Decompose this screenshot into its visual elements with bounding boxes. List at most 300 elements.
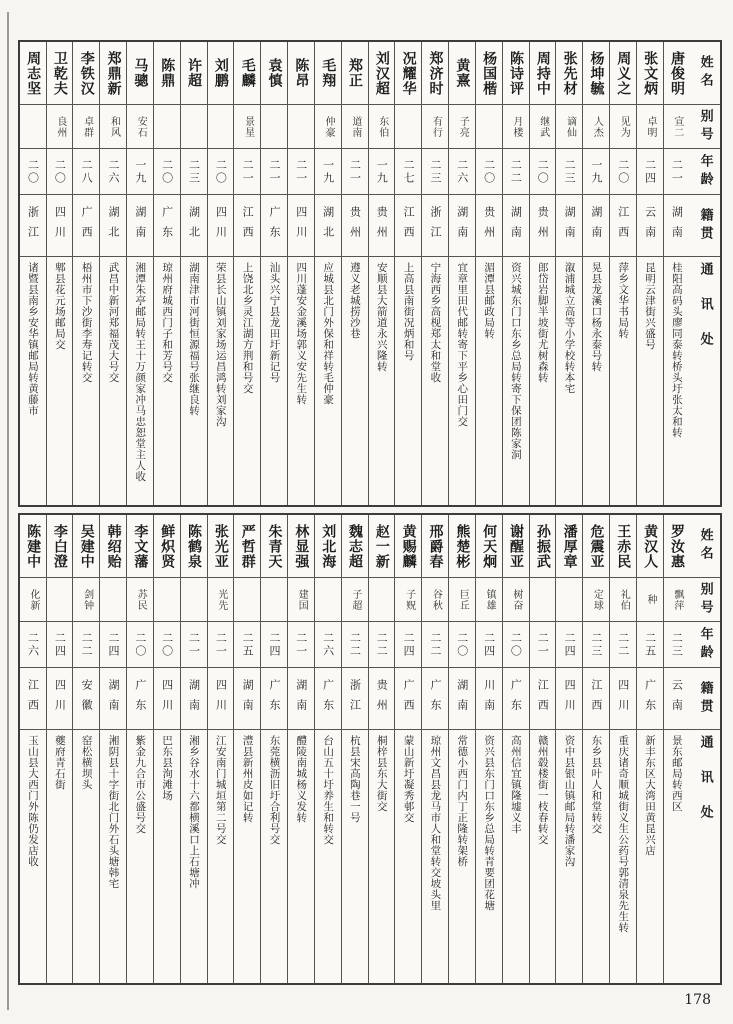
- entry-address: 溆浦城立高等小学校转本宅: [563, 262, 576, 394]
- entry-name: 陈鹤泉: [186, 523, 203, 569]
- entry-name: 刘北海: [320, 523, 337, 569]
- entry-address: 遵义老城捞沙巷: [348, 262, 361, 339]
- entry-alias-cell: [261, 577, 287, 621]
- entry-address: 上高县南街况炳和号: [402, 262, 415, 361]
- entry-alias: 仲豪: [323, 115, 335, 138]
- entry-native-cell: [530, 194, 556, 256]
- entry-native: 贵州: [348, 205, 362, 246]
- entry-age: 二二: [80, 631, 94, 658]
- directory-column: [475, 515, 502, 983]
- entry-name-cell: [422, 42, 448, 104]
- entry-name-cell: [449, 515, 475, 577]
- entry-age: 二四: [563, 631, 577, 658]
- entry-name-cell: [449, 42, 475, 104]
- entry-native: 湖南: [107, 678, 120, 719]
- entry-alias: 苏民: [135, 588, 147, 611]
- directory-column: [314, 42, 341, 505]
- entry-alias: 谪仙: [564, 115, 576, 138]
- entry-name-cell: [234, 515, 260, 577]
- entry-name-cell: [556, 42, 582, 104]
- header-alias-label: 别号: [690, 577, 720, 621]
- entry-address-cell: [315, 729, 341, 983]
- entry-native: 贵州: [375, 678, 389, 719]
- entry-address: 晃县龙溪口杨永泰号转: [590, 262, 603, 372]
- entry-age: 二四: [107, 631, 120, 658]
- entry-age: 二〇: [53, 158, 67, 185]
- entry-address-cell: [288, 256, 314, 505]
- entry-age-cell: [556, 148, 582, 194]
- entry-age: 一九: [321, 158, 335, 185]
- directory-column: [609, 515, 636, 983]
- entry-age-cell: [288, 148, 314, 194]
- entry-name: 罗汝惠: [668, 523, 685, 569]
- entry-name: 何天炯: [481, 523, 498, 569]
- entry-native: 湖北: [107, 205, 120, 246]
- entry-native-cell: [449, 194, 475, 256]
- entry-alias: 建国: [296, 588, 308, 611]
- entry-native: 湖南: [187, 678, 201, 719]
- entry-age-cell: [315, 621, 341, 667]
- entry-name: 毛麟: [239, 58, 256, 88]
- entry-alias: 道南: [349, 115, 361, 138]
- entry-alias-cell: [47, 104, 73, 148]
- entry-alias: 镇雄: [484, 588, 496, 611]
- entry-native: 云南: [670, 678, 684, 719]
- entry-native-cell: [73, 194, 99, 256]
- entry-address-cell: [610, 256, 636, 505]
- directory-column: [207, 515, 234, 983]
- header-alias-label: 别号: [690, 104, 720, 148]
- entry-name-cell: [288, 515, 314, 577]
- entry-name: 黄赐麟: [400, 523, 417, 569]
- entry-name-cell: [315, 42, 341, 104]
- entry-age-cell: [503, 621, 529, 667]
- entry-address: 梧州市下沙街李寿记转交: [80, 262, 93, 383]
- entry-alias: 有行: [430, 115, 442, 138]
- entry-name: 鲜炽贤: [159, 523, 176, 569]
- entry-alias-cell: [449, 577, 475, 621]
- directory-column: [260, 515, 287, 983]
- entry-alias: 谷秋: [430, 588, 442, 611]
- entry-native-cell: [261, 194, 287, 256]
- entry-native-cell: [395, 194, 421, 256]
- entry-address: 高州信宜镇隆墟义丰: [509, 735, 522, 834]
- entry-alias: 卓群: [81, 115, 93, 138]
- entry-native-cell: [342, 194, 368, 256]
- entry-age: 一九: [589, 158, 603, 185]
- entry-address: 琼州文昌县龙马市人和堂转交坡头里: [429, 735, 442, 911]
- entry-alias-cell: [449, 104, 475, 148]
- entry-native: 湖南: [563, 205, 577, 246]
- entry-native: 江西: [26, 678, 40, 719]
- directory-table-top: [18, 40, 722, 507]
- entry-age-cell: [342, 148, 368, 194]
- entry-address-cell: [20, 256, 46, 505]
- entry-name-cell: [610, 515, 636, 577]
- entry-name: 陈建中: [25, 523, 42, 569]
- entry-age-cell: [583, 148, 609, 194]
- directory-column: [636, 515, 663, 983]
- entry-age-cell: [100, 148, 126, 194]
- entry-age-cell: [637, 148, 663, 194]
- entry-native-cell: [127, 194, 153, 256]
- header-column: [690, 42, 720, 505]
- entry-age-cell: [530, 148, 556, 194]
- entry-native: 广东: [160, 205, 174, 246]
- directory-column: [394, 42, 421, 505]
- directory-column: [368, 42, 395, 505]
- entry-age-cell: [208, 148, 234, 194]
- entry-name-cell: [369, 515, 395, 577]
- entry-alias-cell: [530, 104, 556, 148]
- entry-alias-cell: [664, 577, 690, 621]
- entry-name-cell: [181, 42, 207, 104]
- entry-native-cell: [503, 667, 529, 729]
- entry-address-cell: [556, 729, 582, 983]
- entry-native: 湖南: [670, 205, 684, 246]
- entry-address: 萍乡文华书局转: [617, 262, 630, 339]
- entry-native-cell: [476, 194, 502, 256]
- entry-native: 江西: [536, 678, 550, 719]
- entry-alias-cell: [637, 577, 663, 621]
- directory-column: [529, 515, 556, 983]
- entry-native: 湖南: [133, 205, 147, 246]
- header-address-label: 通讯处: [690, 729, 720, 983]
- entry-native: 湖南: [294, 678, 308, 719]
- entry-alias: 树奋: [510, 588, 522, 611]
- entry-age-cell: [234, 148, 260, 194]
- directory-column: [99, 42, 126, 505]
- entry-name: 况耀华: [400, 50, 417, 96]
- entry-name: 周持中: [534, 50, 551, 96]
- entry-age-cell: [288, 621, 314, 667]
- entry-address-cell: [154, 729, 180, 983]
- entry-alias-cell: [127, 104, 153, 148]
- entry-address: 夔府青石街: [53, 735, 66, 790]
- entry-age-cell: [261, 148, 287, 194]
- entry-name: 赵一新: [373, 523, 390, 569]
- entry-age-cell: [449, 621, 475, 667]
- entry-alias: 礼伯: [618, 588, 630, 611]
- entry-address-cell: [234, 729, 260, 983]
- entry-address: 蒙山新圩凝秀邨交: [402, 735, 415, 823]
- entry-address: 资兴城东门口东乡总局转寄下保团陈家洞: [509, 262, 522, 460]
- entry-name-cell: [556, 515, 582, 577]
- entry-name: 孙振武: [534, 523, 551, 569]
- entry-native: 湖北: [187, 205, 201, 246]
- entry-native-cell: [127, 667, 153, 729]
- entry-address: 窑松横坝头: [80, 735, 93, 790]
- entry-name-cell: [530, 515, 556, 577]
- entry-alias-cell: [100, 577, 126, 621]
- entry-address-cell: [637, 256, 663, 505]
- entry-name: 陈诗评: [507, 50, 524, 96]
- entry-age-cell: [503, 148, 529, 194]
- entry-age: 二一: [241, 158, 255, 185]
- entry-native: 贵州: [375, 205, 389, 246]
- entry-name-cell: [422, 515, 448, 577]
- entry-address-cell: [476, 256, 502, 505]
- entry-alias-cell: [315, 577, 341, 621]
- entry-address: 醴陵南城杨义发转: [295, 735, 308, 823]
- entry-age-cell: [530, 621, 556, 667]
- entry-address-cell: [503, 729, 529, 983]
- entry-age: 二一: [670, 158, 684, 185]
- entry-age: 二三: [563, 158, 577, 185]
- entry-address-cell: [476, 729, 502, 983]
- entry-alias-cell: [234, 577, 260, 621]
- entry-alias-cell: [342, 577, 368, 621]
- entry-address-cell: [208, 256, 234, 505]
- entry-age: 二一: [348, 158, 362, 185]
- directory-column: [287, 42, 314, 505]
- entry-alias-cell: [73, 577, 99, 621]
- entry-age: 二〇: [536, 158, 550, 185]
- entry-address: 诸暨县南乡安华镇邮局转黄藤市: [26, 262, 39, 416]
- entry-age: 二六: [455, 158, 469, 185]
- directory-column: [314, 515, 341, 983]
- entry-name: 周志坚: [25, 50, 42, 96]
- entry-name-cell: [100, 515, 126, 577]
- entry-native: 江西: [402, 205, 416, 246]
- entry-address: 新丰东区大湾田黄昆兴店: [644, 735, 657, 856]
- directory-column: [341, 515, 368, 983]
- entry-name-cell: [261, 42, 287, 104]
- entry-alias-cell: [503, 104, 529, 148]
- entry-address: 琼州府城西门子和芳号交: [161, 262, 174, 383]
- entry-name-cell: [181, 515, 207, 577]
- entry-native: 四川: [214, 678, 228, 719]
- entry-address: 安顺县大箭道永兴隆转: [375, 262, 388, 372]
- entry-native-cell: [664, 667, 690, 729]
- entry-name: 张先材: [561, 50, 578, 96]
- entry-age: 二二: [616, 631, 630, 658]
- entry-alias-cell: [47, 577, 73, 621]
- entry-address-cell: [395, 256, 421, 505]
- entry-age: 二一: [294, 158, 308, 185]
- entry-address: 江安南门城垣第二号交: [214, 735, 227, 845]
- entry-native: 湖南: [455, 205, 469, 246]
- entry-alias-cell: [20, 104, 46, 148]
- entry-address: 东莞横沥旧圩合利号交: [268, 735, 281, 845]
- entry-age-cell: [422, 148, 448, 194]
- entry-age: 二三: [670, 631, 684, 658]
- entry-age: 二三: [428, 158, 442, 185]
- entry-alias-cell: [342, 104, 368, 148]
- entry-native-cell: [530, 667, 556, 729]
- entry-alias-cell: [288, 577, 314, 621]
- entry-address: 湖南津市河街恒源福号张继良转: [187, 262, 200, 416]
- entry-native: 湖南: [509, 205, 523, 246]
- entry-name-cell: [583, 42, 609, 104]
- entry-address-cell: [47, 729, 73, 983]
- entry-age-cell: [234, 621, 260, 667]
- entry-age: 二一: [187, 631, 201, 658]
- entry-alias: 和风: [108, 115, 120, 138]
- entry-age-cell: [73, 148, 99, 194]
- directory-column: [126, 515, 153, 983]
- entry-age-cell: [261, 621, 287, 667]
- entry-age-cell: [208, 621, 234, 667]
- entry-native-cell: [610, 667, 636, 729]
- entry-alias: 定球: [591, 588, 603, 611]
- directory-column: [72, 515, 99, 983]
- entry-native: 广东: [267, 205, 281, 246]
- entry-age-cell: [342, 621, 368, 667]
- entry-name-cell: [47, 515, 73, 577]
- entry-name-cell: [73, 515, 99, 577]
- entry-native-cell: [315, 667, 341, 729]
- entry-native: 湖南: [589, 205, 603, 246]
- entry-name-cell: [664, 42, 690, 104]
- entry-alias: 子亮: [457, 115, 469, 138]
- entry-name: 张光亚: [212, 523, 229, 569]
- entry-name-cell: [234, 42, 260, 104]
- entry-address: 应城县北门外保和祥转毛仲豪: [322, 262, 335, 405]
- entry-alias-cell: [369, 104, 395, 148]
- entry-alias: 良州: [54, 115, 66, 138]
- entry-native: 广东: [133, 678, 147, 719]
- entry-alias-cell: [476, 104, 502, 148]
- entry-age: 二四: [402, 631, 416, 658]
- entry-address: 巴东县洵滩场: [161, 735, 174, 801]
- entry-address: 四川蓬安金溪场郭义安先生转: [295, 262, 308, 405]
- entry-name: 杨坤毓: [588, 50, 605, 96]
- directory-column: [663, 42, 690, 505]
- entry-native: 浙江: [348, 678, 362, 719]
- directory-table-bottom: [18, 513, 722, 985]
- entry-alias-cell: [556, 577, 582, 621]
- entry-alias-cell: [369, 577, 395, 621]
- entry-alias: 继武: [537, 115, 549, 138]
- entry-native-cell: [637, 194, 663, 256]
- entry-address-cell: [530, 256, 556, 505]
- directory-column: [663, 515, 690, 983]
- entry-age: 二五: [241, 631, 255, 658]
- entry-age: 二〇: [455, 631, 469, 658]
- entry-address-cell: [369, 729, 395, 983]
- entry-age: 二〇: [160, 631, 174, 658]
- entry-address-cell: [261, 256, 287, 505]
- entry-age-cell: [315, 148, 341, 194]
- entry-native-cell: [234, 667, 260, 729]
- header-column: [690, 515, 720, 983]
- entry-address: 玉山县大西门外陈仍发店收: [26, 735, 39, 867]
- entry-address: 桂阳高码头廖同泰转桥头圩张太和转: [670, 262, 683, 438]
- entry-age: 二〇: [26, 158, 40, 185]
- entry-native: 四川: [53, 205, 67, 246]
- entry-native-cell: [288, 667, 314, 729]
- entry-age-cell: [127, 148, 153, 194]
- entry-age-cell: [395, 621, 421, 667]
- entry-name: 郑济时: [427, 50, 444, 96]
- entry-native-cell: [583, 667, 609, 729]
- directory-column: [609, 42, 636, 505]
- directory-column: [394, 515, 421, 983]
- entry-address: 湘潭朱亭邮局转王十万颜家冲马忠恕堂主人收: [134, 262, 147, 482]
- entry-age-cell: [637, 621, 663, 667]
- entry-alias: 子贶: [403, 588, 415, 611]
- entry-native: 广西: [402, 678, 416, 719]
- directory-column: [207, 42, 234, 505]
- entry-name-cell: [637, 42, 663, 104]
- entry-age-cell: [556, 621, 582, 667]
- entry-address: 台山五十圩养生和转交: [322, 735, 335, 845]
- entry-address: 昆明云津街兴盛号: [644, 262, 657, 350]
- entry-name: 黄熹: [454, 58, 471, 88]
- entry-age-cell: [476, 621, 502, 667]
- entry-name: 邢爵春: [427, 523, 444, 569]
- directory-column: [421, 515, 448, 983]
- entry-name-cell: [610, 42, 636, 104]
- directory-column: [448, 515, 475, 983]
- entry-address: 资中县银山镇邮局转潘家沟: [563, 735, 576, 867]
- entry-address: 赣州毂楼街一枝春转交: [536, 735, 549, 845]
- entry-age-cell: [583, 621, 609, 667]
- entry-native-cell: [20, 667, 46, 729]
- entry-native: 广东: [643, 678, 657, 719]
- entry-alias-cell: [664, 104, 690, 148]
- entry-name: 郑鼎新: [105, 50, 122, 96]
- entry-native: 湖南: [455, 678, 469, 719]
- page-number: 178: [684, 992, 711, 1008]
- entry-address-cell: [208, 729, 234, 983]
- entry-alias: 见为: [618, 115, 630, 138]
- entry-age-cell: [154, 148, 180, 194]
- entry-name-cell: [288, 42, 314, 104]
- entry-alias: 景星: [242, 115, 254, 138]
- entry-alias: 巨丘: [457, 588, 469, 611]
- directory-column: [341, 42, 368, 505]
- entry-age-cell: [127, 621, 153, 667]
- entry-address: 宁海西乡高枧郑太和堂收: [429, 262, 442, 383]
- entry-native: 川南: [482, 678, 496, 719]
- entry-native-cell: [208, 667, 234, 729]
- entry-native: 广东: [428, 678, 442, 719]
- entry-address: 杭县宋高陶巷一号: [348, 735, 361, 823]
- entry-name: 李文藩: [132, 523, 149, 569]
- entry-age: 二二: [509, 158, 523, 185]
- entry-age: 二一: [536, 631, 550, 658]
- entry-address-cell: [127, 256, 153, 505]
- entry-age-cell: [100, 621, 126, 667]
- entry-native-cell: [556, 194, 582, 256]
- entry-age: 二六: [26, 631, 40, 658]
- entry-address-cell: [342, 729, 368, 983]
- directory-column: [582, 515, 609, 983]
- entry-name: 熊楚彬: [454, 523, 471, 569]
- entry-native: 云南: [643, 205, 657, 246]
- header-age-label: 年龄: [690, 148, 720, 194]
- entry-native: 湖北: [321, 205, 335, 246]
- entry-name-cell: [20, 515, 46, 577]
- entry-name: 严哲群: [239, 523, 256, 569]
- directory-column: [46, 515, 73, 983]
- entry-native-cell: [664, 194, 690, 256]
- entry-age: 二八: [80, 158, 94, 185]
- entry-address: 澧县新州皮如记转: [241, 735, 254, 823]
- entry-native-cell: [288, 194, 314, 256]
- entry-age-cell: [47, 621, 73, 667]
- entry-age: 二〇: [214, 158, 228, 185]
- entry-name-cell: [342, 42, 368, 104]
- entry-age-cell: [73, 621, 99, 667]
- entry-address: 湘乡谷水十六都横溪口上石塘冲: [187, 735, 200, 889]
- entry-native: 四川: [563, 678, 577, 719]
- entry-age: 二〇: [509, 631, 523, 658]
- header-name-label: 姓名: [697, 55, 713, 91]
- entry-name: 陈鼎: [159, 58, 176, 88]
